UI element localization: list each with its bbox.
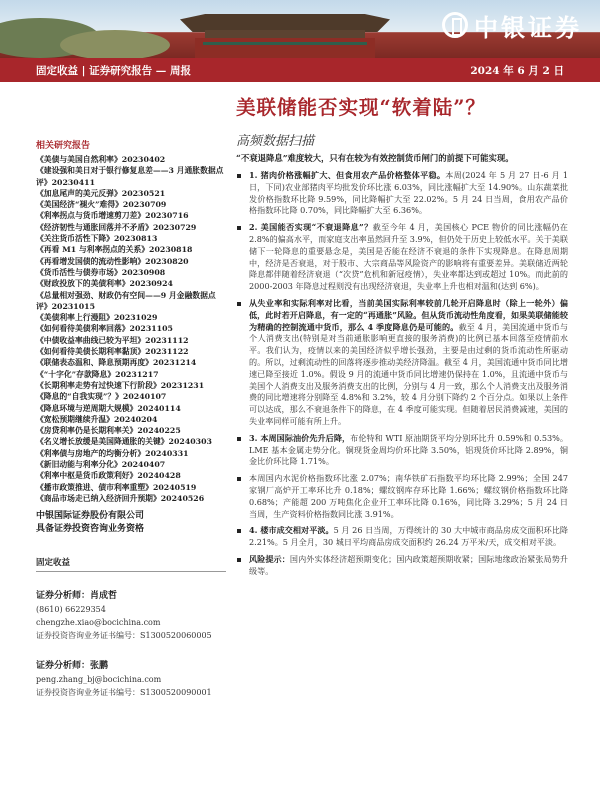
related-report-item[interactable]: 《降息环境与逆周期大规模》20240114	[36, 403, 181, 413]
company-name: 中银国际证券股份有限公司	[36, 511, 145, 522]
brand-name: 中银证券	[474, 13, 582, 42]
related-report-item[interactable]: 《播市政策推进、债市利率重塑》20240519	[36, 482, 197, 492]
related-report-item[interactable]: 《宽松预期继续升温》20240204	[36, 414, 158, 424]
related-report-item[interactable]: 《经济韧性与通胀回落并不矛盾》20230729	[36, 222, 197, 232]
related-report-item[interactable]: 《利率中枢是货币政策利好》20240428	[36, 471, 181, 481]
related-report-item[interactable]: 《“十字化”存款降息》20231217	[36, 369, 159, 379]
bullet-text: 5 月 26 日当周，万得统计的 30 大中城市商品房成交面积环比降 2.21%。5 月全月，30 城日平均商品房成交面积约 26.24 万平米/天，成交相对平淡。	[249, 525, 568, 548]
analyst-cert: 证券投资咨询业务证书编号：S1300520060005	[36, 631, 212, 641]
bullet-heading: 风险提示：	[249, 553, 290, 564]
analyst-list	[36, 590, 226, 699]
company-info	[36, 510, 226, 536]
bullet-list	[236, 170, 568, 578]
report-category-bar	[0, 58, 600, 82]
bullet-item	[236, 298, 568, 428]
bullet-item	[236, 170, 568, 217]
banner-palace-hall	[195, 38, 375, 58]
bullet-text: 布伦特和 WTI 原油期货平均分别环比升 0.59%和 0.53%。LME 基本金属走势分化。铜现货金周均价环比降 3.50%，铝现货价环比降 2.89%，铜金比价环比降 1.71%。	[249, 432, 568, 467]
bullet-heading: 4. 楼市成交相对平淡。	[249, 525, 334, 536]
company-qualification: 具备证券投资咨询业务资格	[36, 524, 145, 535]
bullet-square-icon	[237, 529, 241, 533]
bullet-square-icon	[237, 477, 241, 481]
analyst-cert: 证券投资咨询业务证书编号：S1300520090001	[36, 688, 212, 698]
related-report-item[interactable]: 《利率债与房地产的均衡分析》20240331	[36, 448, 189, 458]
related-report-item[interactable]: 《长期利率走势有过快速下行阶段》20231231	[36, 380, 205, 390]
brand-logo	[442, 8, 582, 42]
related-report-item[interactable]: 《美债与美国自然利率》20230402	[36, 155, 166, 164]
related-report-item[interactable]: 《总量相对强劲、财政仍有空间——9 月金融数据点评》20231015	[36, 290, 216, 311]
related-report-item[interactable]: 《如何看待美债利率回落》20231105	[36, 324, 173, 334]
related-reports-list	[36, 154, 226, 504]
analyst-card	[36, 660, 226, 699]
analyst-name: 证券分析师：张鹏	[36, 661, 109, 672]
bullet-heading: 1. 猪肉价格涨幅扩大、但食用农产品价格整体平稳。	[249, 170, 446, 180]
report-category: 固定收益 | 证券研究报告 — 周报	[36, 64, 191, 77]
bullet-item	[236, 554, 568, 578]
divider	[36, 571, 226, 572]
bullet-text: 本周国内水泥价格指数环比涨 2.07%；南华铁矿石指数平均环比降 2.99%；全国 247 家钢厂高炉开工率环比升 0.18%；螺纹钢库存环比降 1.66%；螺纹钢价格指数环比降 0.68%；产能超 200 万吨焦化企业开工率环比降 0.16%，同比降 3.29%；5 月 24 日当周，生产资料价格指数同比涨 3.91%。	[249, 473, 568, 519]
analyst-card	[36, 590, 226, 642]
bullet-square-icon	[237, 302, 241, 306]
related-report-item[interactable]: 《中债收益率曲线已较为平坦》20231112	[36, 335, 189, 345]
bullet-text: 截至 4 月，美国流通中货币与个人消费支出(特别是对当前通胀影响更直接的服务消费)的比例已基本回落至疫情前水平。我们认为，疫情以来的美国经济似乎增长强劲，主要是由过剩的货币流动性所驱动的。所以，过剩流动性的回落将逐步推动美经济降温。截至 4 月，美国流通中货币同比增速已降至接近 1.0%。假设 9 月的流通中货币同比增速仍保持在 1.0%，且流通中货币与美国个人消费支出及服务消费支出的比例，分别与 4 月一致，那么个人消费支出及服务消费的同比增速将分别降至 4.8%和 3.2%，较 4 月分别下降约 2 个百分点。如果以上条件可以达成，那么不衰退条件下的降息，在 4 季度可能实现。但随着居民消费减速，美国的失业率同样可能有所上升。	[249, 321, 568, 426]
related-report-item[interactable]: 《建设强和美日对于银行修复息差——3 月通胀数据点评》20230411	[36, 166, 224, 187]
related-report-item[interactable]: 《财政投放下的美债利率》20230924	[36, 279, 173, 289]
related-report-item[interactable]: 《新旧动能与利率分化》20240407	[36, 460, 166, 470]
analyst-phone: (8610) 66229354	[36, 605, 106, 615]
related-report-item[interactable]: 《再看 M1 与利率拐点的关系》20230818	[36, 245, 193, 255]
lead-summary: “不衰退降息”难度较大，只有在较为有效控制货币闸门的前提下可能实现。	[236, 153, 514, 163]
analyst-email[interactable]: chengzhe.xiao@bocichina.com	[36, 618, 161, 628]
main-content	[236, 152, 568, 583]
related-report-item[interactable]: 《商品市场走已纳入经济回升预期》20240526	[36, 493, 205, 503]
bullet-text: 本周(2024 年 5 月 27 日-6 月 1 日，下同)农业部猪肉平均批发价环比涨 6.03%，同比涨幅扩大至 14.90%。山东蔬菜批发价格指数环比降 9.59%，同比降幅扩大至 22.02%。5 月 24 日当周，食用农产品价格指数环比降 0.70%，同比降幅扩大至 6.36%。	[249, 170, 568, 216]
related-reports-heading: 相关研究报告	[36, 141, 91, 151]
related-report-item[interactable]: 《利率拐点与货币增速剪刀差》20230716	[36, 211, 189, 221]
related-report-item[interactable]: 《名义增长放缓是美国降通胀的关键》20240303	[36, 437, 212, 447]
section-label: 固定收益	[36, 558, 71, 569]
bullet-heading: 从失业率和实际利率对比看，当前美国实际利率较前几轮开启降息时（除上一轮外）偏低，此时若开启降息，有一定的“再通胀”风险。但从货币流动性角度看，如果美联储能较为精确的控制流通中货币，那么 4 季度降息仍是可能的。	[249, 297, 568, 332]
bullet-heading: 2. 美国能否实现“不衰退降息”？	[249, 222, 373, 233]
bullet-heading: 3. 本周国际油价先升后降，	[249, 432, 351, 443]
banner-decoration	[60, 30, 170, 58]
header-banner	[0, 0, 600, 58]
related-report-item[interactable]: 《货币活性与债券市场》20230908	[36, 267, 166, 277]
bullet-text: 国内外实体经济超预期变化；国内政策超预期收紧；国际地缘政治紧张局势升级等。	[249, 553, 568, 576]
bullet-square-icon	[237, 174, 241, 178]
report-title: 美联储能否实现“软着陆”？	[236, 96, 486, 119]
bullet-square-icon	[237, 226, 241, 230]
bullet-item	[236, 433, 568, 468]
bullet-item	[236, 525, 568, 549]
related-report-item[interactable]: 《降息的“自我实现”？》20240107	[36, 392, 167, 402]
related-report-item[interactable]: 《如何看待美债长期利率黏顶》20231122	[36, 347, 189, 357]
related-report-item[interactable]: 《联储表态温和、降息预期再度》20231214	[36, 358, 197, 368]
bullet-item	[236, 222, 568, 293]
report-date: 2024 年 6 月 2 日	[470, 64, 564, 77]
bullet-square-icon	[237, 558, 241, 562]
related-report-item[interactable]: 《再看增发国债的流动性影响》20230820	[36, 256, 189, 266]
bullet-text: 截至今年 4 月，美国核心 PCE 物价的同比涨幅仍在 2.8%的偏高水平，而家庭支出率虽然回升至 3.9%，但仍处于历史上较低水平。关于美联储下一轮降息的重要悬念是，美国是否能在经济不衰退的条件下实现降息。在降息周期中，经济是否衰退，对于股市、大宗商品等风险资产的影响将有重要差异。美联储近两轮降息都伴随着经济衰退（“次贷”危机和新冠疫情），失业率都达到或超过 10%。而此前的 2000-2003 年降息过程则没有出现经济衰退，失业率上升也相对温和(达到 6%)。	[249, 222, 568, 292]
bullet-square-icon	[237, 437, 241, 441]
analyst-email[interactable]: peng.zhang_bj@bocichina.com	[36, 675, 162, 685]
related-report-item[interactable]: 《关注货币活性下降》20230813	[36, 234, 158, 244]
related-report-item[interactable]: 《房贷利率仍是长期利率关》20240225	[36, 426, 181, 436]
analyst-name: 证券分析师：肖成哲	[36, 591, 118, 602]
left-sidebar	[36, 138, 226, 699]
related-report-item[interactable]: 《加息尾声的美元反弹》20230521	[36, 188, 166, 198]
bullet-item	[236, 473, 568, 520]
related-report-item[interactable]: 《美国经济“褪火”难得》20230709	[36, 200, 167, 210]
report-subtitle: 高频数据扫描	[236, 134, 315, 149]
related-report-item[interactable]: 《美债利率上行漫阻》20231029	[36, 313, 158, 323]
bank-logo-icon	[442, 12, 468, 38]
